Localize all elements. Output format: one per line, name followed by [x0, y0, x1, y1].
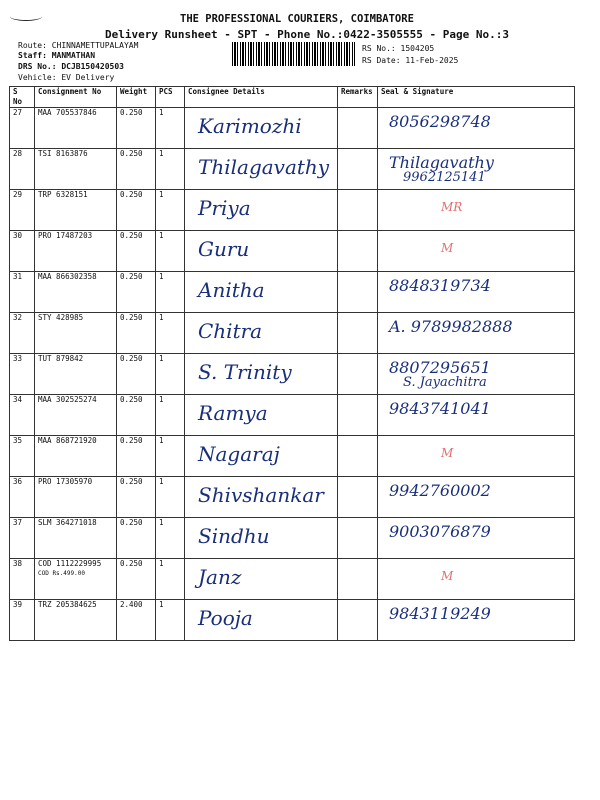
consignee-details	[185, 518, 338, 559]
signature-text: A. 9789982888	[389, 317, 513, 336]
table-row	[10, 559, 575, 600]
serial-number: 30	[10, 231, 35, 272]
consignment-id: MAA 868721920	[38, 436, 97, 445]
consignee-details	[185, 395, 338, 436]
serial-number: 27	[10, 108, 35, 149]
consignment-id: MAA 866302358	[38, 272, 97, 281]
remarks-cell	[338, 108, 378, 149]
col-weight: Weight	[117, 87, 156, 108]
table-row	[10, 477, 575, 518]
consignee-details	[185, 477, 338, 518]
consignment-id: PRO 17487203	[38, 231, 93, 240]
seal-signature	[378, 272, 575, 313]
serial-number: 32	[10, 313, 35, 354]
weight-value: 0.250	[117, 395, 156, 436]
consignment-number	[35, 395, 117, 436]
consignee-handwritten-name: Shivshankar	[198, 483, 324, 507]
remarks-cell	[338, 354, 378, 395]
pieces-count: 1	[156, 518, 185, 559]
pieces-count: 1	[156, 149, 185, 190]
rs-number: RS No.: 1504205	[362, 44, 435, 53]
table-row	[10, 354, 575, 395]
consignment-number	[35, 190, 117, 231]
col-remarks: Remarks	[338, 87, 378, 108]
remarks-cell	[338, 149, 378, 190]
rs-date: RS Date: 11-Feb-2025	[362, 56, 459, 65]
remarks-cell	[338, 395, 378, 436]
consignee-handwritten-name: Janz	[198, 565, 242, 589]
drs-label: DRS No.: DCJB150420503	[18, 62, 124, 71]
stamp-mark: M	[441, 241, 454, 255]
col-consignment: Consignment No	[35, 87, 117, 108]
check-mark-icon	[10, 12, 42, 21]
weight-value: 0.250	[117, 313, 156, 354]
table-row	[10, 272, 575, 313]
stamp-mark: MR	[441, 200, 463, 214]
remarks-cell	[338, 436, 378, 477]
remarks-cell	[338, 313, 378, 354]
serial-number: 28	[10, 149, 35, 190]
consignee-handwritten-name: Pooja	[198, 606, 253, 630]
consignment-number	[35, 600, 117, 641]
remarks-cell	[338, 272, 378, 313]
col-pcs: PCS	[156, 87, 185, 108]
consignee-handwritten-name: Sindhu	[198, 524, 270, 548]
table-row	[10, 395, 575, 436]
table-row	[10, 231, 575, 272]
weight-value: 0.250	[117, 149, 156, 190]
consignment-id: SLM 364271018	[38, 518, 97, 527]
remarks-cell	[338, 231, 378, 272]
consignee-details	[185, 436, 338, 477]
pieces-count: 1	[156, 272, 185, 313]
consignee-handwritten-name: S. Trinity	[198, 360, 292, 384]
remarks-cell	[338, 518, 378, 559]
consignment-number	[35, 149, 117, 190]
consignee-handwritten-name: Thilagavathy	[198, 155, 330, 179]
seal-signature	[378, 436, 575, 477]
consignee-details	[185, 272, 338, 313]
seal-signature	[378, 354, 575, 395]
signature-secondary: 9962125141	[403, 170, 486, 185]
seal-signature	[378, 395, 575, 436]
pieces-count: 1	[156, 354, 185, 395]
serial-number: 33	[10, 354, 35, 395]
consignment-number	[35, 313, 117, 354]
table-row	[10, 190, 575, 231]
table-row	[10, 149, 575, 190]
consignment-id: COD 1112229995	[38, 559, 102, 568]
stamp-mark: M	[441, 569, 454, 583]
stamp-mark: M	[441, 446, 454, 460]
consignee-handwritten-name: Anitha	[198, 278, 265, 302]
serial-number: 37	[10, 518, 35, 559]
consignment-number	[35, 559, 117, 600]
consignment-id: STY 428985	[38, 313, 84, 322]
runsheet-table	[9, 86, 575, 641]
signature-text: 8056298748	[389, 112, 491, 131]
col-sno: S No	[10, 87, 35, 108]
consignee-details	[185, 600, 338, 641]
signature-text: 9942760002	[389, 481, 491, 500]
table-row	[10, 518, 575, 559]
signature-text: 9843119249	[389, 604, 491, 623]
pieces-count: 1	[156, 559, 185, 600]
serial-number: 39	[10, 600, 35, 641]
signature-text: 8848319734	[389, 276, 491, 295]
col-signature: Seal & Signature	[378, 87, 575, 108]
signature-secondary: S. Jayachitra	[403, 375, 487, 390]
weight-value: 0.250	[117, 477, 156, 518]
signature-text: 9843741041	[389, 399, 491, 418]
remarks-cell	[338, 190, 378, 231]
serial-number: 38	[10, 559, 35, 600]
serial-number: 34	[10, 395, 35, 436]
consignment-number	[35, 108, 117, 149]
consignee-details	[185, 559, 338, 600]
pieces-count: 1	[156, 108, 185, 149]
remarks-cell	[338, 477, 378, 518]
consignee-handwritten-name: Karimozhi	[198, 114, 302, 138]
weight-value: 0.250	[117, 518, 156, 559]
weight-value: 0.250	[117, 436, 156, 477]
serial-number: 31	[10, 272, 35, 313]
consignment-number	[35, 231, 117, 272]
route-label: Route: CHINNAMETTUPALAYAM	[18, 41, 139, 50]
company-title: THE PROFESSIONAL COURIERS, COIMBATORE	[180, 13, 414, 25]
weight-value: 0.250	[117, 190, 156, 231]
runsheet-header	[0, 0, 600, 86]
consignment-id: MAA 302525274	[38, 395, 97, 404]
consignee-handwritten-name: Ramya	[198, 401, 268, 425]
consignee-handwritten-name: Chitra	[198, 319, 263, 343]
remarks-cell	[338, 600, 378, 641]
weight-value: 0.250	[117, 272, 156, 313]
consignment-number	[35, 272, 117, 313]
seal-signature	[378, 149, 575, 190]
seal-signature	[378, 190, 575, 231]
seal-signature	[378, 313, 575, 354]
pieces-count: 1	[156, 190, 185, 231]
consignment-number	[35, 354, 117, 395]
seal-signature	[378, 518, 575, 559]
signature-text: 9003076879	[389, 522, 491, 541]
consignee-details	[185, 354, 338, 395]
barcode	[232, 42, 355, 66]
consignment-id: MAA 705537846	[38, 108, 97, 117]
pieces-count: 1	[156, 600, 185, 641]
weight-value: 2.400	[117, 600, 156, 641]
consignment-number	[35, 436, 117, 477]
consignee-details	[185, 149, 338, 190]
consignee-handwritten-name: Priya	[198, 196, 251, 220]
seal-signature	[378, 477, 575, 518]
runsheet-subtitle: Delivery Runsheet - SPT - Phone No.:0422-3505555 - Page No.:3	[105, 28, 509, 41]
weight-value: 0.250	[117, 559, 156, 600]
consignment-id: TRP 6328151	[38, 190, 88, 199]
seal-signature	[378, 600, 575, 641]
serial-number: 29	[10, 190, 35, 231]
weight-value: 0.250	[117, 231, 156, 272]
consignee-details	[185, 231, 338, 272]
consignment-id: TRZ 205384625	[38, 600, 97, 609]
consignment-id: TUT 879842	[38, 354, 84, 363]
remarks-cell	[338, 559, 378, 600]
seal-signature	[378, 559, 575, 600]
pieces-count: 1	[156, 395, 185, 436]
vehicle-label: Vehicle: EV Delivery	[18, 73, 115, 82]
consignment-number	[35, 477, 117, 518]
seal-signature	[378, 231, 575, 272]
table-row	[10, 436, 575, 477]
signature-text: 8807295651	[389, 358, 491, 377]
weight-value: 0.250	[117, 108, 156, 149]
consignment-id: TSI 8163876	[38, 149, 88, 158]
pieces-count: 1	[156, 477, 185, 518]
table-row	[10, 108, 575, 149]
consignment-number	[35, 518, 117, 559]
table-header-row	[10, 87, 575, 108]
staff-label: Staff: MANMATHAN	[18, 51, 96, 60]
consignee-handwritten-name: Nagaraj	[198, 442, 280, 466]
serial-number: 36	[10, 477, 35, 518]
weight-value: 0.250	[117, 354, 156, 395]
col-consignee: Consignee Details	[185, 87, 338, 108]
pieces-count: 1	[156, 436, 185, 477]
serial-number: 35	[10, 436, 35, 477]
consignee-details	[185, 313, 338, 354]
signature-text: Thilagavathy	[389, 153, 494, 172]
consignment-id: PRO 17305970	[38, 477, 93, 486]
table-row	[10, 313, 575, 354]
table-row	[10, 600, 575, 641]
consignee-details	[185, 190, 338, 231]
seal-signature	[378, 108, 575, 149]
consignee-details	[185, 108, 338, 149]
pieces-count: 1	[156, 313, 185, 354]
pieces-count: 1	[156, 231, 185, 272]
consignee-handwritten-name: Guru	[198, 237, 250, 261]
cod-amount: COD Rs.499.00	[38, 570, 85, 577]
